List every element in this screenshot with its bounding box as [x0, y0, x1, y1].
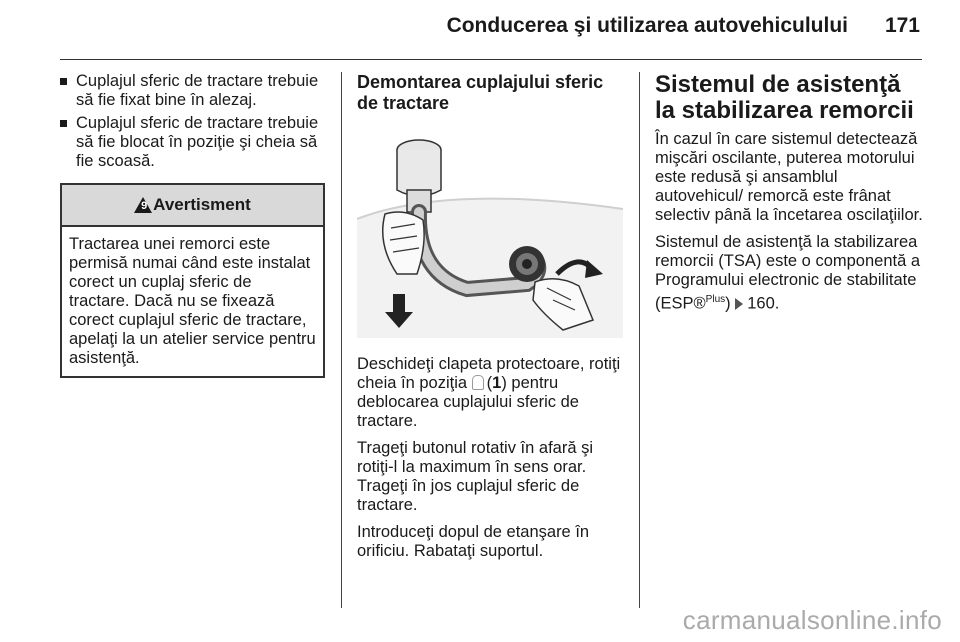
instruction-paragraph: Introduceţi dopul de etanşare în orificiu. Rabataţi suportul.	[357, 523, 590, 560]
header-title: Conducerea şi utilizarea autovehiculului	[446, 14, 848, 37]
warning-triangle-icon: 9	[134, 197, 152, 213]
header-rule	[60, 59, 922, 60]
warning-title: Avertisment	[153, 195, 251, 214]
page-number: 171	[884, 14, 920, 37]
column-divider	[341, 72, 342, 608]
list-item: Cuplajul sferic de tractare trebuie să fie fixat bine în alezaj.	[60, 72, 325, 110]
body-paragraph: În cazul în care sistemul detectează mişcări oscilante, puterea motorului este redusă şi ansamblul autovehicul/ remorcă este frânat selectiv până la încetarea oscilaţiilor.	[655, 130, 923, 224]
page-reference-link[interactable]: 160.	[747, 294, 780, 313]
key-position-icon	[472, 375, 484, 390]
section-heading: Sistemul de asistenţă la stabilizarea remorcii	[655, 71, 914, 124]
list-item: Cuplajul sferic de tractare trebuie să fie blocat în poziţie şi cheia să fie scoasă.	[60, 114, 325, 171]
tow-ball-removal-illustration	[357, 124, 623, 338]
instruction-paragraph: Trageţi butonul rotativ în afară şi rotiţi-l la maximum în sens orar. Trageţi în jos cuplajul sferic de tractare.	[357, 439, 594, 514]
bullet-square-icon	[60, 78, 67, 85]
warning-box	[60, 183, 325, 378]
column-divider	[639, 72, 640, 608]
watermark: carmanualsonline.info	[682, 605, 942, 635]
section-heading: Demontarea cuplajului sferic de tractare	[357, 72, 604, 113]
column-left	[60, 72, 325, 378]
column-right	[655, 72, 925, 322]
body-paragraph: Sistemul de asistenţă la stabilizarea remorcii (TSA) este o componentă a Programului electronic de stabilitate (ESP®$^{Plus}$) 160.	[655, 233, 921, 313]
page-header	[0, 0, 960, 62]
page-reference-arrow-icon	[735, 298, 743, 310]
bullet-square-icon	[60, 120, 67, 127]
column-middle	[357, 72, 625, 569]
instruction-paragraph: Deschideţi clapeta protectoare, rotiţi cheia în poziţia (1) pentru deblocarea cuplajului sferic de tractare.	[357, 355, 621, 430]
warning-header	[62, 185, 323, 227]
warning-text: Tractarea unei remorci este permisă numai când este instalat corect un cuplaj sferic de tractare. Dacă nu se fixează corect cuplajul sferic de tractare, apelaţi la un atelier service pentru asistenţă.	[69, 235, 316, 367]
bullet-list	[60, 72, 325, 171]
